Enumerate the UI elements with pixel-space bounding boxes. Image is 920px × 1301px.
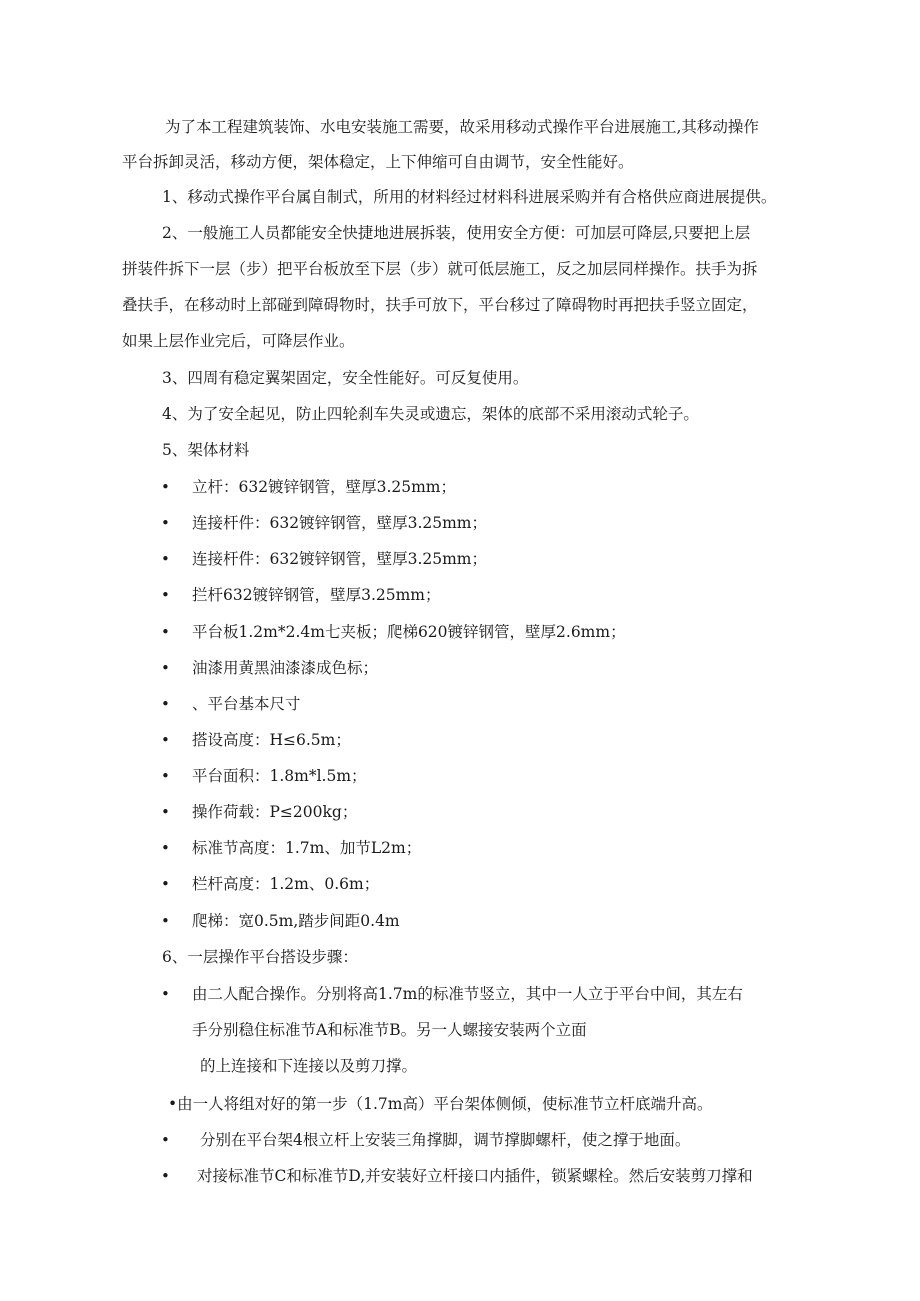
paragraph-6: 6、一层操作平台搭设步骤： [162,948,358,966]
step-1-line-3: 的上连接和下连接以及剪刀撑。 [200,1057,418,1075]
paragraph-4: 4、为了安全起见，防止四轮刹车失灵或遗忘，架体的底部不采用滚动式轮子。 [162,405,699,423]
paragraph-2-line-1: 2、一般施工人员都能安全快捷地进展拆装，使用安全方便：可加层可降层,只要把上层 [162,224,751,242]
bullet-marker: • [161,586,170,604]
bullet-marker: • [161,550,170,568]
list-item: 平台面积：1.8m*l.5m； [192,767,367,785]
list-item: 立杆：632镀锌钢管，壁厚3.25mm； [192,478,456,496]
step-2: •由一人将组对好的第一步（1.7m高）平台架体侧倾，使标准节立杆底端升高。 [168,1095,713,1113]
bullet-marker: • [161,1167,170,1185]
paragraph-3: 3、四周有稳定翼架固定，安全性能好。可反复使用。 [162,369,529,387]
bullet-marker: • [161,912,170,930]
bullet-marker: • [161,731,170,749]
intro-line-2: 平台拆卸灵活，移动方便，架体稳定，上下伸缩可自由调节，安全性能好。 [122,153,634,171]
bullet-marker: • [161,803,170,821]
bullet-marker: • [161,1131,170,1149]
paragraph-1: 1、移动式操作平台属自制式，所用的材料经过材料科进展采购并有合格供应商进展提供。 [162,188,777,206]
bullet-marker: • [161,514,170,532]
bullet-marker: • [161,767,170,785]
paragraph-2-line-2: 拼装件拆下一层（步）把平台板放至下层（步）就可低层施工，反之加层同样操作。扶手为拆 [122,260,758,278]
list-item: 平台板1.2m*2.4m七夹板；爬梯620镀锌钢管，壁厚2.6mm； [192,623,626,641]
step-1-line-1: 由二人配合操作。分别将高1.7m的标准节竖立，其中一人立于平台中间，其左右 [192,985,743,1003]
list-item: 连接杆件：632镀锌钢管，壁厚3.25mm； [192,514,487,532]
paragraph-2-line-4: 如果上层作业完后，可降层作业。 [122,332,355,350]
intro-line-1: 为了本工程建筑装饰、水电安装施工需要，故采用移动式操作平台进展施工,其移动操作 [165,118,759,136]
step-4: 对接标准节C和标准节D,并安装好立杆接口内插件，锁紧螺栓。然后安装剪刀撑和 [197,1167,753,1185]
list-item: 、平台基本尺寸 [192,695,301,713]
list-item: 标准节高度：1.7m、加节L2m； [192,839,422,857]
bullet-marker: • [161,623,170,641]
step-3: 分别在平台架4根立杆上安装三角撑脚，调节撑脚螺杆，使之撑于地面。 [200,1131,691,1149]
bullet-marker: • [161,478,170,496]
list-item: 栏杆高度：1.2m、0.6m； [192,875,380,893]
bullet-marker: • [161,839,170,857]
step-1-line-2: 手分别稳住标准节A和标准节B。另一人螺接安装两个立面 [192,1021,587,1039]
bullet-marker: • [161,695,170,713]
list-item: 连接杆件：632镀锌钢管，壁厚3.25mm； [192,550,487,568]
bullet-marker: • [161,875,170,893]
list-item: 爬梯：宽0.5m,踏步间距0.4m [192,912,400,930]
bullet-marker: • [161,985,170,1003]
list-item: 操作荷载：P≤200kg； [192,803,358,821]
list-item: 搭设高度：H≤6.5m； [192,731,351,749]
list-item: 油漆用黄黑油漆漆成色标； [192,659,379,677]
paragraph-5: 5、架体材料 [162,441,250,459]
paragraph-2-line-3: 叠扶手，在移动时上部碰到障碍物时，扶手可放下，平台移过了障碍物时再把扶手竖立固定， [122,296,758,314]
list-item: 拦杆632镀锌钢管，壁厚3.25mm； [192,586,441,604]
bullet-marker: • [161,659,170,677]
